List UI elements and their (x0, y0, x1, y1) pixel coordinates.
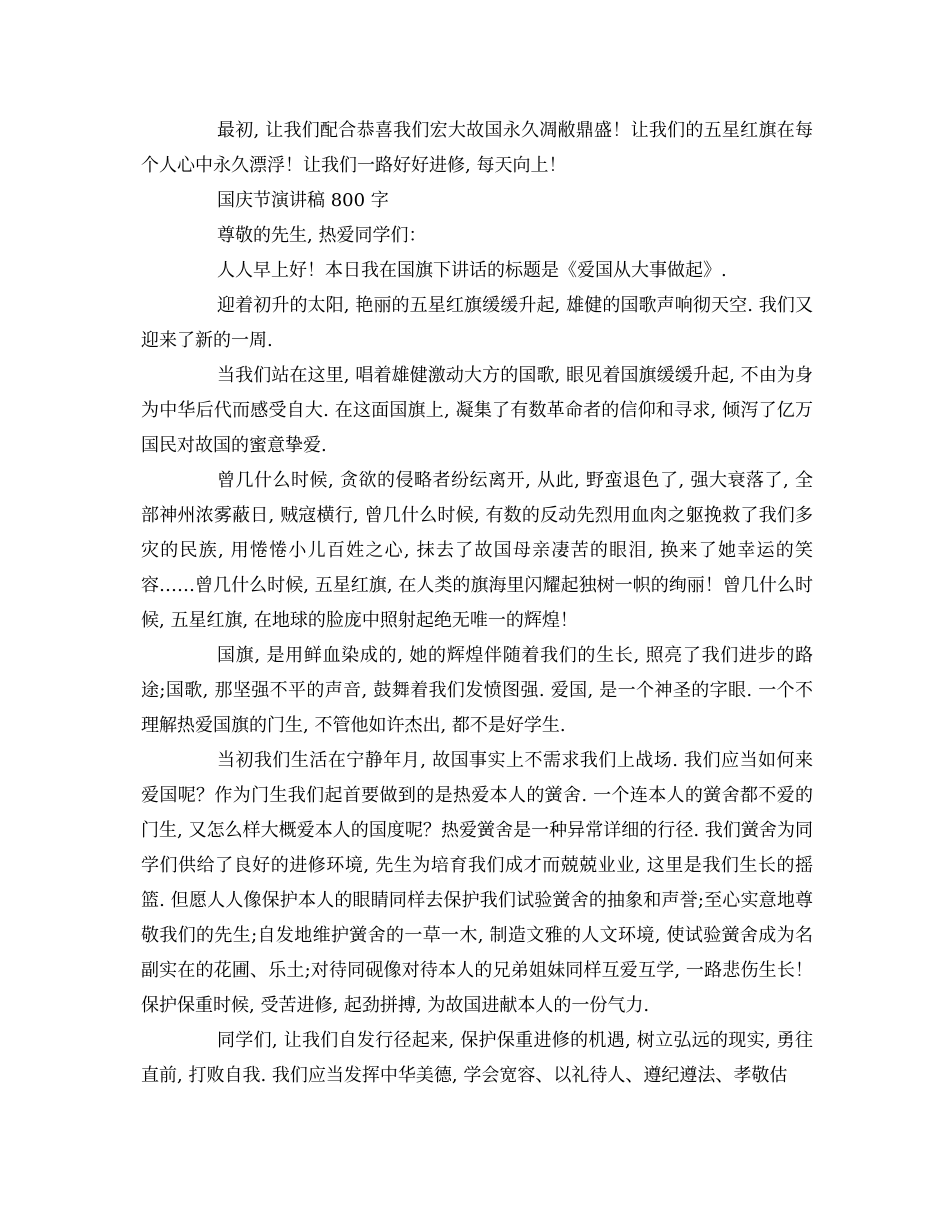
paragraph: 曾几什么时候, 贪欲的侵略者纷纭离开, 从此, 野蛮退色了, 强大衰落了, 全部神州浓雾蔽日, 贼寇横行, 曾几什么时候, 有数的反动先烈用血肉之躯挽救了我们多灾的民族, 用惓惓小儿百姓之心, 抹去了故国母亲凄苦的眼泪, 换来了她幸运的笑容……曾几什么时候, 五星红旗, 在人类的旗海里闪耀起独树一帜的绚丽！曾几什么时候, 五星红旗, 在地球的脸庞中照射起绝无唯一的辉煌！ (141, 470, 813, 631)
paragraph: 国旗, 是用鲜血染成的, 她的辉煌伴随着我们的生长, 照亮了我们进步的路途;国歌, 那坚强不平的声音, 鼓舞着我们发愤图强. 爱国, 是一个神圣的字眼. 一个不理解热爱国旗的门生, 不管他如许杰出, 都不是好学生. (141, 645, 813, 736)
paragraph: 当初我们生活在宁静年月, 故国事实上不需求我们上战场. 我们应当如何来爱国呢？作为门生我们起首要做到的是热爱本人的黉舍. 一个连本人的黉舍都不爱的门生, 又怎么样大概爱本人的国度呢？热爱黉舍是一种异常详细的行径. 我们黉舍为同学们供给了良好的进修环境, 先生为培育我们成才而兢兢业业, 这里是我们生长的摇篮. 但愿人人像保护本人的眼睛同样去保护我们试验黉舍的抽象和声誉;至心实意地尊敬我们的先生;自发地维护黉舍的一草一木, 制造文雅的人文环境, 使试验黉舍成为名副实在的花圃、乐土;对待同砚像对待本人的兄弟姐妹同样互爱互学, 一路悲伤生长！保护保重时候, 受苦进修, 起劲拼搏, 为故国进献本人的一份气力. (141, 750, 813, 1016)
paragraph: 人人早上好！本日我在国旗下讲话的标题是《爱国从大事做起》. (217, 260, 727, 281)
section-title: 国庆节演讲稿 800 字 (217, 190, 389, 211)
paragraph: 当我们站在这里, 唱着雄健激动大方的国歌, 眼见着国旗缓缓升起, 不由为身为中华后代而感受自大. 在这面国旗上, 凝集了有数革命者的信仰和寻求, 倾泻了亿万国民对故国的蜜意挚爱. (141, 365, 813, 456)
paragraph: 迎着初升的太阳, 艳丽的五星红旗缓缓升起, 雄健的国歌声响彻天空. 我们又迎来了新的一周. (141, 295, 813, 351)
salutation: 尊敬的先生, 热爱同学们： (217, 225, 427, 246)
paragraph: 同学们, 让我们自发行径起来, 保护保重进修的机遇, 树立弘远的现实, 勇往直前, 打败自我. 我们应当发挥中华美德, 学会宽容、以礼待人、遵纪遵法、孝敬估 (141, 1030, 813, 1086)
paragraph: 最初, 让我们配合恭喜我们宏大故国永久凋敝鼎盛！让我们的五星红旗在每个人心中永久漂浮！让我们一路好好进修, 每天向上！ (141, 120, 813, 176)
document-body (141, 113, 813, 1093)
